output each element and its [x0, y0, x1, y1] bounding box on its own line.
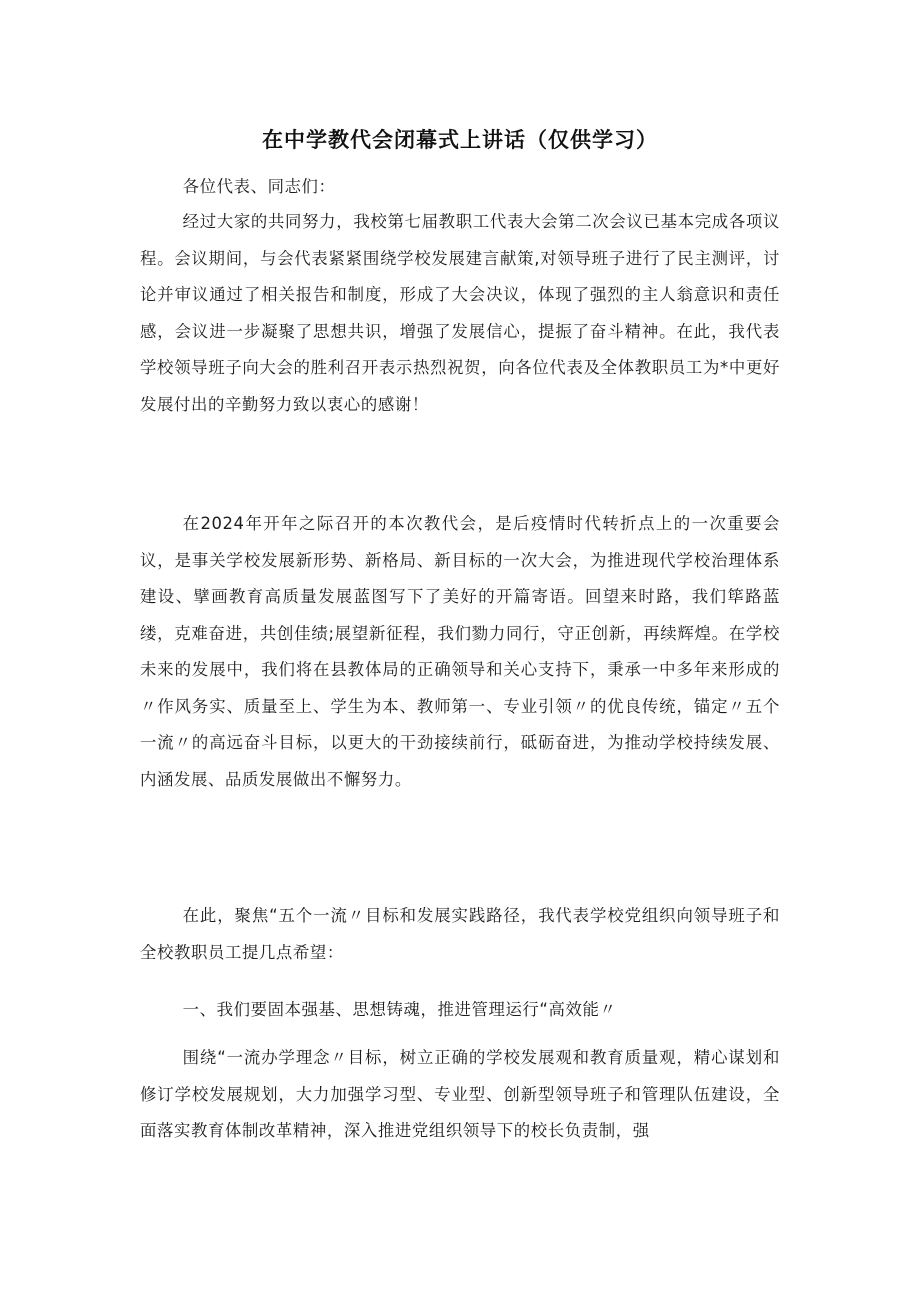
document-title: 在中学教代会闭幕式上讲话（仅供学习） [262, 128, 658, 152]
salutation: 各位代表、同志们： [182, 177, 336, 196]
paragraph-4: 围绕“一流办学理念〃目标，树立正确的学校发展观和教育质量观，精心谋划和修订学校发展规划，大力加强学习型、专业型、创新型领导班子和管理队伍建设，全面落实教育体制改革精神，深入推进党组织领导下的校长负责制，强 [140, 1048, 780, 1140]
paragraph-2: 在2024年开年之际召开的本次教代会，是后疫情时代转折点上的一次重要会议，是事关学校发展新形势、新格局、新目标的一次大会，为推进现代学校治理体系建设、擘画教育高质量发展蓝图写下了美好的开篇寄语。回望来时路，我们筚路蓝缕，克难奋进，共创佳绩;展望新征程，我们勠力同行，守正创新，再续辉煌。在学校未来的发展中，我们将在县教体局的正确领导和关心支持下，秉承一中多年来形成的〃作风务实、质量至上、学生为本、教师第一、专业引领〃的优良传统，锚定〃五个一流〃的高远奋斗目标，以更大的干劲接续前行，砥砺奋进，为推动学校持续发展、内涵发展、品质发展做出不懈努力。 [140, 514, 780, 789]
paragraph-1: 经过大家的共同努力，我校第七届教职工代表大会第二次会议已基本完成各项议程。会议期间，与会代表紧紧围绕学校发展建言献策,对领导班子进行了民主测评，讨论并审议通过了相关报告和制度，形成了大会决议，体现了强烈的主人翁意识和责任感，会议进一步凝聚了思想共识，增强了发展信心，提振了奋斗精神。在此，我代表学校领导班子向大会的胜利召开表示热烈祝贺，向各位代表及全体教职员工为*中更好发展付出的辛勤努力致以衷心的感谢！ [140, 212, 780, 414]
section-heading: 一、我们要固本强基、思想铸魂，推进管理运行“高效能〃 [182, 1000, 617, 1019]
paragraph-3: 在此，聚焦“五个一流〃目标和发展实践路径，我代表学校党组织向领导班子和全校教职员工提几点希望： [140, 906, 780, 962]
